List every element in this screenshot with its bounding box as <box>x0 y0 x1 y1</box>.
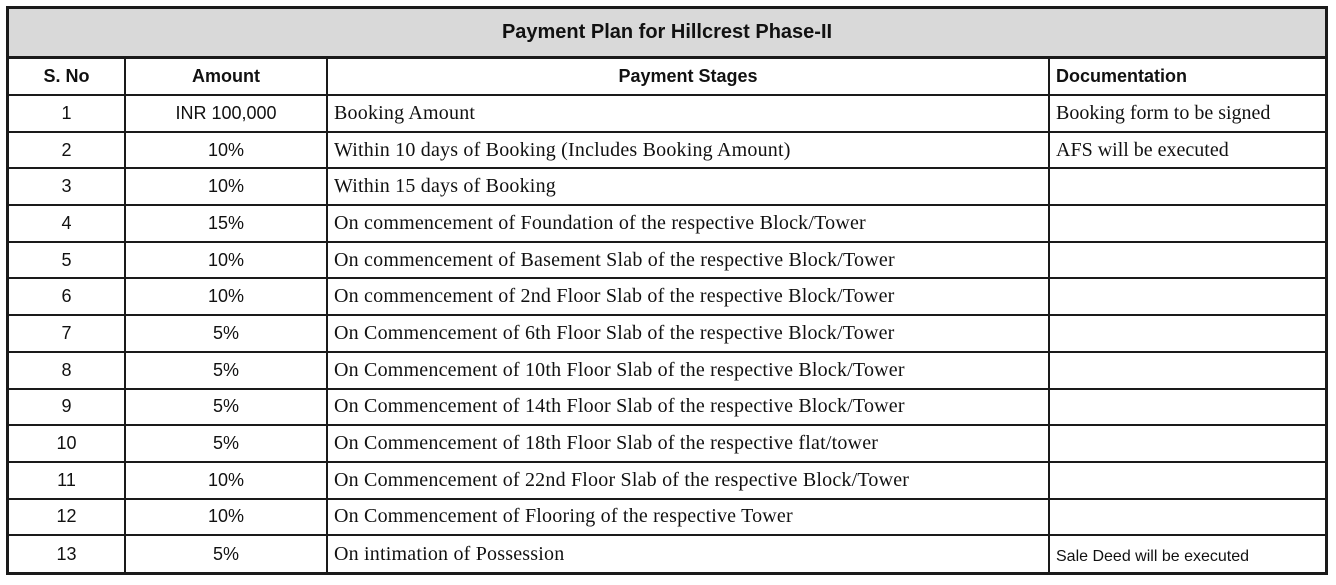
table-row <box>9 352 1325 389</box>
cell-sno: 8 <box>9 352 125 389</box>
cell-stage: On Commencement of 14th Floor Slab of the respective Block/Tower <box>327 389 1049 426</box>
cell-documentation: Booking form to be signed <box>1049 95 1325 132</box>
column-header-amount: Amount <box>125 59 327 95</box>
cell-documentation <box>1049 242 1325 279</box>
cell-documentation <box>1049 425 1325 462</box>
cell-documentation <box>1049 315 1325 352</box>
table-row <box>9 425 1325 462</box>
cell-amount: 10% <box>125 132 327 169</box>
cell-stage: On Commencement of Flooring of the respective Tower <box>327 499 1049 536</box>
cell-amount: 5% <box>125 352 327 389</box>
cell-amount: 10% <box>125 168 327 205</box>
cell-stage: On commencement of 2nd Floor Slab of the respective Block/Tower <box>327 278 1049 315</box>
table-row <box>9 389 1325 426</box>
table-row <box>9 499 1325 536</box>
cell-documentation <box>1049 278 1325 315</box>
payment-plan-table <box>6 6 1328 575</box>
cell-stage: Booking Amount <box>327 95 1049 132</box>
cell-stage: Within 10 days of Booking (Includes Booking Amount) <box>327 132 1049 169</box>
cell-stage: On commencement of Basement Slab of the respective Block/Tower <box>327 242 1049 279</box>
cell-sno: 1 <box>9 95 125 132</box>
header-row <box>9 59 1325 95</box>
cell-sno: 5 <box>9 242 125 279</box>
cell-documentation <box>1049 352 1325 389</box>
cell-sno: 11 <box>9 462 125 499</box>
cell-amount: 5% <box>125 425 327 462</box>
cell-documentation: AFS will be executed <box>1049 132 1325 169</box>
table-row <box>9 278 1325 315</box>
column-header-sno: S. No <box>9 59 125 95</box>
page-title: Payment Plan for Hillcrest Phase-II <box>9 9 1325 59</box>
cell-amount: 10% <box>125 242 327 279</box>
cell-sno: 2 <box>9 132 125 169</box>
cell-stage: On Commencement of 22nd Floor Slab of the respective Block/Tower <box>327 462 1049 499</box>
table-row <box>9 168 1325 205</box>
table-row <box>9 242 1325 279</box>
column-header-stages: Payment Stages <box>327 59 1049 95</box>
cell-documentation <box>1049 205 1325 242</box>
cell-amount: 5% <box>125 315 327 352</box>
cell-amount: 10% <box>125 462 327 499</box>
cell-amount: 5% <box>125 535 327 572</box>
cell-stage: On Commencement of 18th Floor Slab of the respective flat/tower <box>327 425 1049 462</box>
table-row <box>9 535 1325 572</box>
table-row <box>9 205 1325 242</box>
cell-stage: On Commencement of 6th Floor Slab of the respective Block/Tower <box>327 315 1049 352</box>
cell-documentation <box>1049 389 1325 426</box>
cell-sno: 13 <box>9 535 125 572</box>
cell-sno: 3 <box>9 168 125 205</box>
cell-stage: Within 15 days of Booking <box>327 168 1049 205</box>
cell-stage: On commencement of Foundation of the respective Block/Tower <box>327 205 1049 242</box>
table-row <box>9 462 1325 499</box>
cell-sno: 10 <box>9 425 125 462</box>
cell-sno: 12 <box>9 499 125 536</box>
cell-sno: 6 <box>9 278 125 315</box>
cell-documentation: Sale Deed will be executed <box>1049 535 1325 572</box>
table-row <box>9 315 1325 352</box>
column-header-documentation: Documentation <box>1049 59 1325 95</box>
cell-sno: 7 <box>9 315 125 352</box>
cell-sno: 9 <box>9 389 125 426</box>
cell-documentation <box>1049 168 1325 205</box>
cell-amount: 10% <box>125 278 327 315</box>
cell-stage: On Commencement of 10th Floor Slab of the respective Block/Tower <box>327 352 1049 389</box>
table-row <box>9 132 1325 169</box>
cell-amount: 10% <box>125 499 327 536</box>
payment-schedule <box>9 59 1325 572</box>
cell-amount: INR 100,000 <box>125 95 327 132</box>
cell-stage: On intimation of Possession <box>327 535 1049 572</box>
cell-documentation <box>1049 462 1325 499</box>
cell-amount: 5% <box>125 389 327 426</box>
cell-sno: 4 <box>9 205 125 242</box>
cell-documentation <box>1049 499 1325 536</box>
table-row <box>9 95 1325 132</box>
cell-amount: 15% <box>125 205 327 242</box>
